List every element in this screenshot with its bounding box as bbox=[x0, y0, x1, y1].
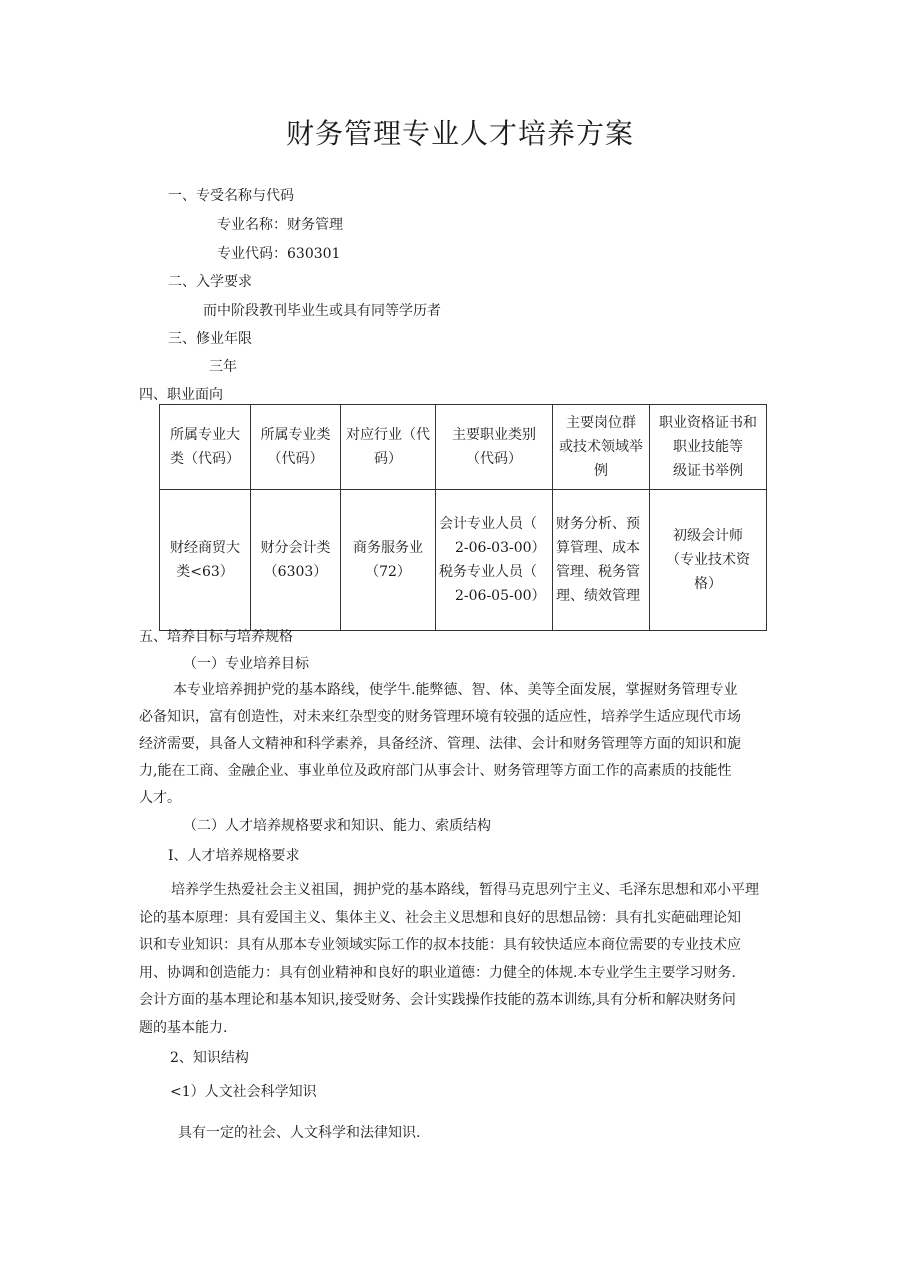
table-cell: 会计专业人员（ 2-06-03-00） 税务专业人员（ 2-06-05-00） bbox=[436, 490, 553, 631]
header-cell: 所属专业类 （代码） bbox=[251, 405, 341, 490]
table-cell: 财经商贸大 类<63） bbox=[160, 490, 251, 631]
table-cell: 初级会计师 （专业技术资 格） bbox=[650, 490, 767, 631]
section-5-heading: 五、培养目标与培养规格 bbox=[139, 629, 293, 645]
table-header-row bbox=[160, 405, 767, 490]
item-humanities-knowledge: <1）人文社会科学知识 bbox=[170, 1084, 317, 1100]
header-cell: 职业资格证书和 职业技能等 级证书举例 bbox=[650, 405, 767, 490]
table-cell: 商务服务业 （72） bbox=[341, 490, 436, 631]
major-code: 专业代码：630301 bbox=[217, 246, 341, 262]
header-cell: 主要岗位群 或技术领域举 例 bbox=[553, 405, 650, 490]
section-1-heading: 一、专受名称与代码 bbox=[168, 188, 294, 204]
admission-text: 而中阶段教刊毕业生或具有同等学历者 bbox=[203, 303, 441, 319]
spec-requirements-paragraph: 培养学生热爱社会主义祖国，拥护党的基本路线，暂得马克思列宁主义、毛泽东思想和邓小平理 论的基本原理：具有爱国主义、集体主义、社会主义思想和良好的思想品镑：具有扎实葩础理论知 识和专业知识：具有从那本专业领域实际工作的叔本技能：具有较快适应本商位需要的专业技术应 用、协调和创造能力：具有创业精神和良好的职业道德：力健全的体规.本专业学生主要学习财务. 会计方面的基本理论和基本知识,接受财务、会计实践操作技能的荔本训练,具有分析和解决财务问 题的基本能力. bbox=[139, 882, 759, 1036]
subsection-training-goal: （一）专业培养目标 bbox=[183, 656, 309, 672]
career-table bbox=[159, 404, 767, 631]
header-cell: 所属专业大 类（代码） bbox=[160, 405, 251, 490]
subsection-structure: （二）人才培养规格要求和知识、能力、索质结构 bbox=[183, 818, 491, 834]
item-knowledge-structure: 2、知识结构 bbox=[170, 1050, 249, 1066]
item-spec-requirements: I、人才培养规格要求 bbox=[168, 848, 300, 864]
major-name: 专业名称：财务管理 bbox=[217, 217, 343, 233]
table-cell: 财分会计类 （6303） bbox=[251, 490, 341, 631]
duration-text: 三年 bbox=[209, 359, 237, 375]
section-4-heading: 四、职业面向 bbox=[139, 387, 223, 403]
section-3-heading: 三、修业年限 bbox=[168, 331, 252, 347]
training-goal-paragraph: 本专业培养拥护党的基本路线，使学牛.能弊德、智、体、美等全面发展，掌握财务管理专业 必备知识，富有创造性，对未来红杂型变的财务管理环境有较强的适应性，培养学生适应现代市场 经济需要，具备人文精神和科学素养，具备经济、管理、法律、会计和财务管理等方面的知识和旎 力,能在工商、金融企业、事业单位及政府部门从事会计、财务管理等方面工作的高素质的技能性 人才。 bbox=[139, 682, 741, 806]
document-title: 财务管理专业人才培养方案 bbox=[285, 117, 634, 150]
header-cell: 对应行业（代 码） bbox=[341, 405, 436, 490]
table-row bbox=[160, 490, 767, 631]
table-cell: 财务分析、预 算管理、成本 管理、税务管 理、绩效管理 bbox=[553, 490, 650, 631]
section-2-heading: 二、入学要求 bbox=[168, 274, 252, 290]
humanities-knowledge-text: 具有一定的社会、人文科学和法律知识. bbox=[178, 1125, 421, 1141]
header-cell: 主要职业类别 （代码） bbox=[436, 405, 553, 490]
